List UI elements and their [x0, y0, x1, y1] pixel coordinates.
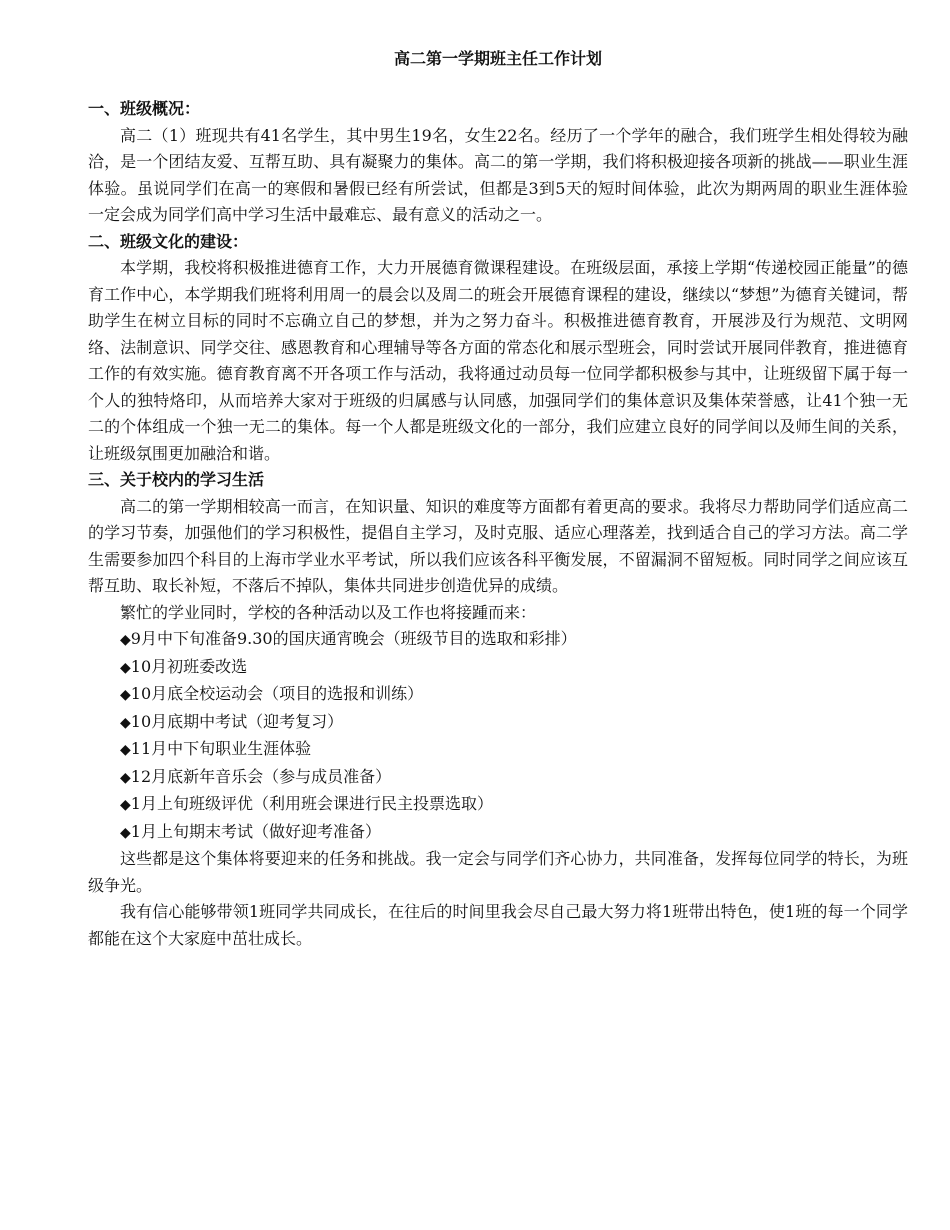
section-heading: 一、班级概况： — [88, 99, 201, 118]
event-list — [88, 626, 908, 846]
event-text: 1月上旬期末考试（做好迎考准备） — [130, 821, 381, 841]
section-class-overview — [88, 96, 908, 229]
event-text: 1月上旬班级评优（利用班会课进行民主投票选取） — [130, 794, 493, 813]
event-item — [88, 681, 908, 709]
event-text: 11月中下旬职业生涯体验 — [130, 739, 312, 758]
event-item — [88, 791, 908, 819]
event-text: 9月中下旬准备9.30的国庆通宵晚会（班级节目的选取和彩排） — [130, 629, 577, 648]
event-item — [88, 626, 908, 654]
event-text: 10月底期中考试（迎考复习） — [130, 711, 344, 731]
event-text: 10月初班委改选 — [130, 656, 248, 676]
diamond-bullet-icon: ◆ — [120, 797, 131, 813]
diamond-bullet-icon: ◆ — [120, 714, 131, 731]
paragraph: 繁忙的学业同时，学校的各种活动以及工作也将接踵而来： — [120, 602, 537, 622]
diamond-bullet-icon: ◆ — [120, 769, 131, 786]
paragraph: 高二的第一学期相较高一而言，在知识量、知识的难度等方面都有着更高的要求。我将尽力帮助同学们适应高二的学习节奏，加强他们的学习积极性，提倡自主学习，及时克服、适应心理落差，找到适合自己的学习方法。高二学生需要参加四个科目的上海市学业水平考试，所以我们应该各科平衡发展，不留漏洞不留短板。同时同学之间应该互帮互助、取长补短，不落后不掉队，集体共同进步创造优异的成绩。 — [88, 496, 908, 595]
diamond-bullet-icon: ◆ — [120, 824, 131, 841]
document-page — [88, 44, 908, 952]
event-item — [88, 709, 908, 737]
event-item — [88, 764, 908, 792]
document-title: 高二第一学期班主任工作计划 — [393, 49, 602, 68]
event-text: 10月底全校运动会（项目的选报和训练） — [130, 684, 424, 703]
closing-paragraph: 这些都是这个集体将要迎来的任务和挑战。我一定会与同学们齐心协力，共同准备，发挥每位同学的特长，为班级争光。 — [88, 849, 908, 895]
closing-paragraph: 我有信心能够带领1班同学共同成长，在往后的时间里我会尽自己最大努力将1班带出特色，使1班的每一个同学都能在这个大家庭中茁壮成长。 — [88, 902, 908, 948]
diamond-bullet-icon: ◆ — [120, 632, 131, 648]
diamond-bullet-icon: ◆ — [120, 742, 131, 758]
paragraph: 本学期，我校将积极推进德育工作，大力开展德育微课程建设。在班级层面，承接上学期“传递校园正能量”的德育工作中心，本学期我们班将利用周一的晨会以及周二的班会开展德育课程的建设，继续以“梦想”为德育关键词，帮助学生在树立目标的同时不忘确立自己的梦想，并为之努力奋斗。积极推进德育教育，开展涉及行为规范、文明网络、法制意识、同学交往、感恩教育和心理辅导等各方面的常态化和展示型班会，同时尝试开展同伴教育，推进德育工作的有效实施。德育教育离不开各项工作与活动，我将通过动员每一位同学都积极参与其中，让班级留下属于每一个人的独特烙印，从而培养大家对于班级的归属感与认同感，加强同学们的集体意识及集体荣誉感，让41个独一无二的个体组成一个独一无二的集体。每一个人都是班级文化的一部分，我们应建立良好的同学间以及师生间的关系，让班级氛围更加融洽和谐。 — [88, 258, 908, 463]
event-item — [88, 736, 908, 764]
event-item — [88, 819, 908, 847]
section-class-culture — [88, 229, 908, 468]
event-item — [88, 654, 908, 682]
section-study-life — [88, 467, 908, 952]
diamond-bullet-icon: ◆ — [120, 687, 131, 703]
diamond-bullet-icon: ◆ — [120, 659, 131, 676]
section-heading: 二、班级文化的建设： — [88, 231, 249, 251]
event-text: 12月底新年音乐会（参与成员准备） — [130, 766, 392, 786]
section-heading: 三、关于校内的学习生活 — [88, 470, 265, 489]
paragraph: 高二（1）班现共有41名学生，其中男生19名，女生22名。经历了一个学年的融合，我们班学生相处得较为融洽，是一个团结友爱、互帮互助、具有凝聚力的集体。高二的第一学期，我们将积极迎接各项新的挑战——职业生涯体验。虽说同学们在高一的寒假和暑假已经有所尝试，但都是3到5天的短时间体验，此次为期两周的职业生涯体验一定会成为同学们高中学习生活中最难忘、最有意义的活动之一。 — [88, 125, 908, 224]
